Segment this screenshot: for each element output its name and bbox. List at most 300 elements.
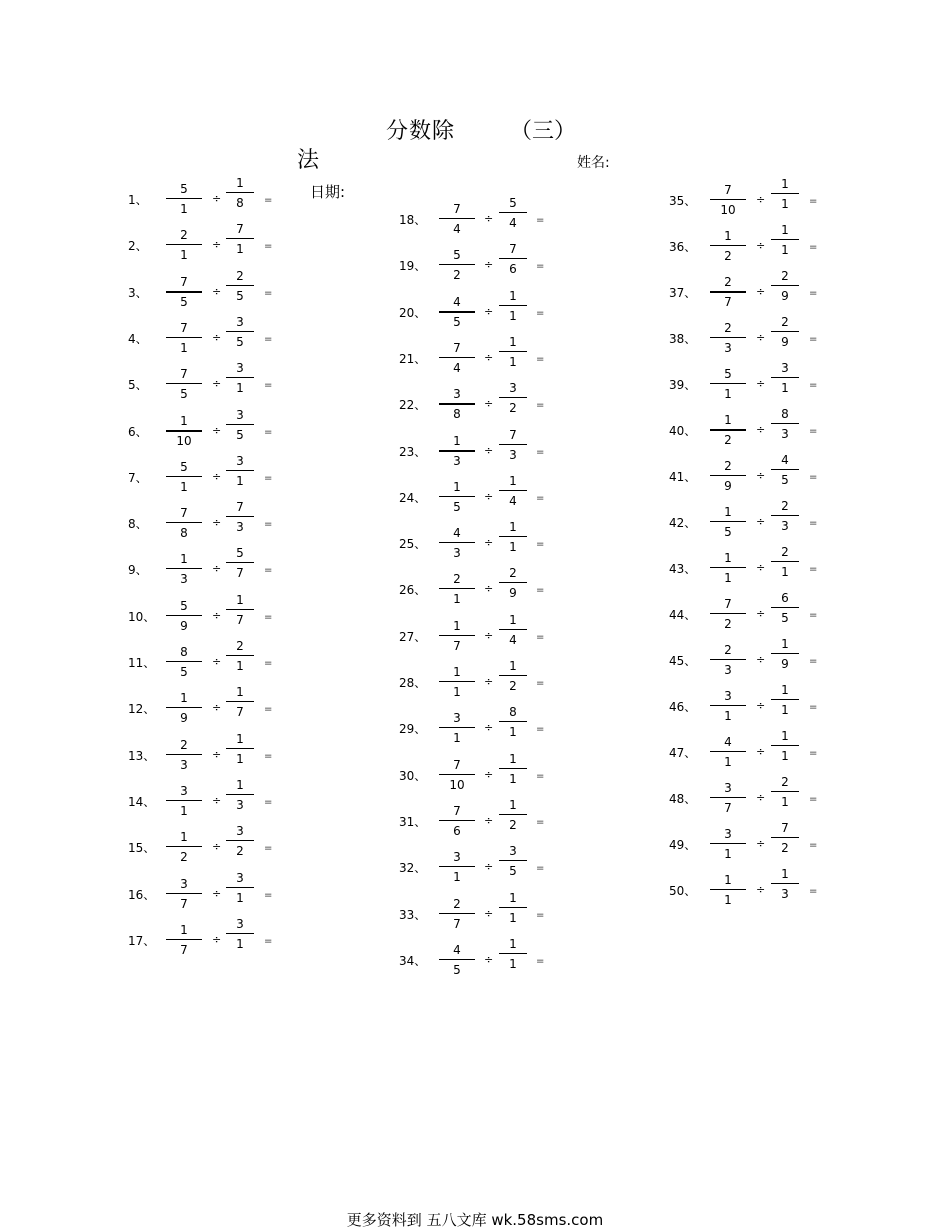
numerator: 6 bbox=[781, 591, 789, 605]
numerator: 7 bbox=[453, 758, 461, 772]
fraction-bar bbox=[499, 629, 527, 630]
divide-sign: ÷ bbox=[212, 331, 222, 344]
fraction-bar bbox=[771, 423, 799, 424]
numerator: 1 bbox=[724, 505, 732, 519]
denominator: 3 bbox=[236, 798, 244, 812]
divide-sign: ÷ bbox=[484, 397, 494, 410]
problem-number: 5、 bbox=[128, 378, 148, 392]
denominator: 1 bbox=[781, 565, 789, 579]
problem-number: 14、 bbox=[128, 795, 156, 809]
denominator: 3 bbox=[180, 758, 188, 772]
problem-number: 7、 bbox=[128, 471, 148, 485]
problem-number: 40、 bbox=[669, 424, 697, 438]
divide-sign: ÷ bbox=[756, 331, 766, 344]
fraction-bar bbox=[771, 377, 799, 378]
numerator: 1 bbox=[509, 937, 517, 951]
equals-sign: = bbox=[264, 612, 273, 623]
problem-number: 27、 bbox=[399, 630, 427, 644]
divide-sign: ÷ bbox=[212, 285, 222, 298]
denominator: 1 bbox=[509, 309, 517, 323]
equals-sign: = bbox=[809, 564, 818, 575]
denominator: 9 bbox=[781, 289, 789, 303]
denominator: 1 bbox=[781, 197, 789, 211]
denominator: 4 bbox=[509, 216, 517, 230]
divide-sign: ÷ bbox=[484, 444, 494, 457]
divide-sign: ÷ bbox=[484, 305, 494, 318]
divide-sign: ÷ bbox=[212, 562, 222, 575]
denominator: 1 bbox=[236, 891, 244, 905]
numerator: 7 bbox=[180, 275, 188, 289]
denominator: 1 bbox=[180, 341, 188, 355]
divide-sign: ÷ bbox=[756, 423, 766, 436]
problem-number: 22、 bbox=[399, 398, 427, 412]
divide-sign: ÷ bbox=[212, 701, 222, 714]
equals-sign: = bbox=[264, 890, 273, 901]
equals-sign: = bbox=[536, 585, 545, 596]
equals-sign: = bbox=[264, 704, 273, 715]
problem-number: 44、 bbox=[669, 608, 697, 622]
fraction-bar bbox=[439, 635, 475, 636]
fraction-bar bbox=[226, 933, 254, 934]
problem-number: 43、 bbox=[669, 562, 697, 576]
numerator: 5 bbox=[180, 599, 188, 613]
equals-sign: = bbox=[264, 473, 273, 484]
fraction-bar bbox=[771, 837, 799, 838]
problem-number: 25、 bbox=[399, 537, 427, 551]
equals-sign: = bbox=[264, 936, 273, 947]
numerator: 1 bbox=[724, 413, 732, 427]
divide-sign: ÷ bbox=[756, 791, 766, 804]
problem-number: 21、 bbox=[399, 352, 427, 366]
divide-sign: ÷ bbox=[212, 933, 222, 946]
denominator: 1 bbox=[236, 474, 244, 488]
numerator: 2 bbox=[724, 275, 732, 289]
fraction-bar bbox=[771, 791, 799, 792]
problem-number: 47、 bbox=[669, 746, 697, 760]
numerator: 7 bbox=[724, 597, 732, 611]
problem-number: 8、 bbox=[128, 517, 148, 531]
denominator: 3 bbox=[781, 887, 789, 901]
denominator: 1 bbox=[781, 749, 789, 763]
fraction-bar bbox=[710, 797, 746, 798]
problem-number: 23、 bbox=[399, 445, 427, 459]
fraction-bar bbox=[166, 430, 202, 432]
divide-sign: ÷ bbox=[212, 377, 222, 390]
numerator: 2 bbox=[781, 269, 789, 283]
numerator: 1 bbox=[180, 414, 188, 428]
numerator: 2 bbox=[453, 897, 461, 911]
equals-sign: = bbox=[536, 724, 545, 735]
divide-sign: ÷ bbox=[484, 212, 494, 225]
divide-sign: ÷ bbox=[212, 516, 222, 529]
divide-sign: ÷ bbox=[484, 629, 494, 642]
numerator: 5 bbox=[724, 367, 732, 381]
fraction-bar bbox=[166, 522, 202, 523]
numerator: 1 bbox=[509, 659, 517, 673]
equals-sign: = bbox=[809, 610, 818, 621]
fraction-bar bbox=[771, 239, 799, 240]
denominator: 1 bbox=[509, 957, 517, 971]
fraction-bar bbox=[166, 893, 202, 894]
fraction-bar bbox=[439, 681, 475, 682]
problem-number: 41、 bbox=[669, 470, 697, 484]
numerator: 7 bbox=[724, 183, 732, 197]
fraction-bar bbox=[710, 843, 746, 844]
numerator: 1 bbox=[236, 732, 244, 746]
problem-number: 48、 bbox=[669, 792, 697, 806]
fraction-bar bbox=[499, 536, 527, 537]
numerator: 1 bbox=[509, 335, 517, 349]
problem-number: 12、 bbox=[128, 702, 156, 716]
fraction-bar bbox=[710, 521, 746, 522]
problem-number: 28、 bbox=[399, 676, 427, 690]
denominator: 3 bbox=[453, 546, 461, 560]
numerator: 1 bbox=[724, 873, 732, 887]
denominator: 2 bbox=[724, 433, 732, 447]
divide-sign: ÷ bbox=[484, 675, 494, 688]
equals-sign: = bbox=[809, 196, 818, 207]
numerator: 1 bbox=[509, 520, 517, 534]
equals-sign: = bbox=[264, 288, 273, 299]
divide-sign: ÷ bbox=[484, 860, 494, 873]
numerator: 8 bbox=[180, 645, 188, 659]
numerator: 2 bbox=[724, 321, 732, 335]
denominator: 8 bbox=[180, 526, 188, 540]
problem-number: 10、 bbox=[128, 610, 156, 624]
denominator: 3 bbox=[781, 427, 789, 441]
numerator: 1 bbox=[781, 729, 789, 743]
fraction-bar bbox=[499, 351, 527, 352]
numerator: 1 bbox=[509, 613, 517, 627]
equals-sign: = bbox=[536, 493, 545, 504]
divide-sign: ÷ bbox=[756, 239, 766, 252]
denominator: 2 bbox=[724, 249, 732, 263]
denominator: 1 bbox=[236, 381, 244, 395]
denominator: 1 bbox=[509, 355, 517, 369]
fraction-bar bbox=[166, 754, 202, 755]
divide-sign: ÷ bbox=[212, 887, 222, 900]
numerator: 3 bbox=[236, 871, 244, 885]
fraction-bar bbox=[226, 655, 254, 656]
denominator: 1 bbox=[453, 870, 461, 884]
divide-sign: ÷ bbox=[212, 192, 222, 205]
denominator: 5 bbox=[453, 500, 461, 514]
denominator: 1 bbox=[453, 592, 461, 606]
fraction-bar bbox=[771, 469, 799, 470]
fraction-bar bbox=[771, 745, 799, 746]
numerator: 3 bbox=[509, 844, 517, 858]
numerator: 7 bbox=[781, 821, 789, 835]
problem-number: 19、 bbox=[399, 259, 427, 273]
problem-number: 20、 bbox=[399, 306, 427, 320]
problem-number: 32、 bbox=[399, 861, 427, 875]
denominator: 2 bbox=[509, 818, 517, 832]
denominator: 1 bbox=[509, 772, 517, 786]
denominator: 7 bbox=[236, 613, 244, 627]
denominator: 5 bbox=[781, 611, 789, 625]
fraction-bar bbox=[710, 613, 746, 614]
fraction-bar bbox=[226, 609, 254, 610]
numerator: 2 bbox=[509, 566, 517, 580]
fraction-bar bbox=[439, 311, 475, 313]
fraction-bar bbox=[439, 820, 475, 821]
divide-sign: ÷ bbox=[756, 561, 766, 574]
denominator: 9 bbox=[781, 657, 789, 671]
fraction-bar bbox=[499, 907, 527, 908]
denominator: 2 bbox=[509, 679, 517, 693]
numerator: 1 bbox=[453, 619, 461, 633]
denominator: 10 bbox=[449, 778, 465, 792]
problem-number: 4、 bbox=[128, 332, 148, 346]
numerator: 7 bbox=[509, 428, 517, 442]
divide-sign: ÷ bbox=[756, 699, 766, 712]
denominator: 3 bbox=[781, 519, 789, 533]
equals-sign: = bbox=[536, 539, 545, 550]
equals-sign: = bbox=[809, 242, 818, 253]
numerator: 3 bbox=[453, 850, 461, 864]
numerator: 3 bbox=[781, 361, 789, 375]
equals-sign: = bbox=[264, 241, 273, 252]
equals-sign: = bbox=[536, 817, 545, 828]
divide-sign: ÷ bbox=[756, 883, 766, 896]
fraction-bar bbox=[499, 212, 527, 213]
divide-sign: ÷ bbox=[212, 655, 222, 668]
problem-number: 26、 bbox=[399, 583, 427, 597]
fraction-bar bbox=[226, 424, 254, 425]
equals-sign: = bbox=[536, 863, 545, 874]
problem-number: 46、 bbox=[669, 700, 697, 714]
numerator: 2 bbox=[781, 775, 789, 789]
numerator: 4 bbox=[781, 453, 789, 467]
equals-sign: = bbox=[264, 658, 273, 669]
numerator: 3 bbox=[453, 711, 461, 725]
equals-sign: = bbox=[809, 794, 818, 805]
footer-text: 更多资料到 五八文库 wk.58sms.com bbox=[346, 1211, 604, 1229]
divide-sign: ÷ bbox=[756, 377, 766, 390]
equals-sign: = bbox=[809, 426, 818, 437]
numerator: 4 bbox=[453, 943, 461, 957]
numerator: 1 bbox=[509, 474, 517, 488]
denominator: 6 bbox=[509, 262, 517, 276]
equals-sign: = bbox=[809, 380, 818, 391]
fraction-bar bbox=[166, 198, 202, 199]
fraction-bar bbox=[771, 285, 799, 286]
fraction-bar bbox=[499, 953, 527, 954]
numerator: 1 bbox=[236, 685, 244, 699]
numerator: 7 bbox=[509, 242, 517, 256]
problem-number: 34、 bbox=[399, 954, 427, 968]
fraction-bar bbox=[710, 429, 746, 431]
fraction-bar bbox=[439, 218, 475, 219]
page-title-part: （三） bbox=[510, 119, 577, 144]
divide-sign: ÷ bbox=[484, 258, 494, 271]
denominator: 4 bbox=[509, 494, 517, 508]
fraction-bar bbox=[710, 337, 746, 338]
fraction-bar bbox=[771, 883, 799, 884]
numerator: 1 bbox=[453, 665, 461, 679]
equals-sign: = bbox=[264, 195, 273, 206]
fraction-bar bbox=[226, 377, 254, 378]
numerator: 1 bbox=[781, 223, 789, 237]
equals-sign: = bbox=[264, 380, 273, 391]
divide-sign: ÷ bbox=[212, 470, 222, 483]
numerator: 1 bbox=[236, 176, 244, 190]
numerator: 1 bbox=[236, 593, 244, 607]
problem-number: 49、 bbox=[669, 838, 697, 852]
fraction-bar bbox=[439, 450, 475, 452]
numerator: 5 bbox=[236, 546, 244, 560]
fraction-bar bbox=[226, 840, 254, 841]
denominator: 2 bbox=[453, 268, 461, 282]
numerator: 5 bbox=[180, 182, 188, 196]
numerator: 7 bbox=[453, 804, 461, 818]
equals-sign: = bbox=[809, 518, 818, 529]
numerator: 8 bbox=[509, 705, 517, 719]
denominator: 1 bbox=[781, 243, 789, 257]
denominator: 1 bbox=[236, 659, 244, 673]
denominator: 4 bbox=[453, 361, 461, 375]
divide-sign: ÷ bbox=[756, 745, 766, 758]
numerator: 3 bbox=[509, 381, 517, 395]
fraction-bar bbox=[771, 515, 799, 516]
numerator: 3 bbox=[236, 361, 244, 375]
numerator: 1 bbox=[724, 551, 732, 565]
fraction-bar bbox=[499, 490, 527, 491]
page-title-wrap: 法 bbox=[297, 148, 320, 173]
numerator: 1 bbox=[781, 683, 789, 697]
fraction-bar bbox=[226, 794, 254, 795]
numerator: 1 bbox=[724, 229, 732, 243]
denominator: 5 bbox=[180, 665, 188, 679]
numerator: 8 bbox=[781, 407, 789, 421]
numerator: 7 bbox=[453, 341, 461, 355]
fraction-bar bbox=[771, 331, 799, 332]
denominator: 7 bbox=[236, 566, 244, 580]
denominator: 1 bbox=[724, 755, 732, 769]
numerator: 3 bbox=[236, 917, 244, 931]
fraction-bar bbox=[710, 751, 746, 752]
numerator: 5 bbox=[509, 196, 517, 210]
numerator: 1 bbox=[180, 923, 188, 937]
name-label: 姓名: bbox=[577, 155, 610, 171]
fraction-bar bbox=[499, 582, 527, 583]
fraction-bar bbox=[166, 707, 202, 708]
denominator: 9 bbox=[180, 711, 188, 725]
denominator: 2 bbox=[236, 844, 244, 858]
numerator: 2 bbox=[781, 545, 789, 559]
fraction-bar bbox=[771, 653, 799, 654]
fraction-bar bbox=[226, 470, 254, 471]
denominator: 7 bbox=[724, 295, 732, 309]
fraction-bar bbox=[166, 244, 202, 245]
fraction-bar bbox=[439, 496, 475, 497]
fraction-bar bbox=[710, 291, 746, 293]
numerator: 3 bbox=[236, 824, 244, 838]
fraction-bar bbox=[439, 542, 475, 543]
problem-number: 36、 bbox=[669, 240, 697, 254]
problem-number: 9、 bbox=[128, 563, 148, 577]
numerator: 1 bbox=[509, 891, 517, 905]
fraction-bar bbox=[439, 959, 475, 960]
problem-number: 11、 bbox=[128, 656, 156, 670]
equals-sign: = bbox=[809, 886, 818, 897]
denominator: 7 bbox=[236, 705, 244, 719]
denominator: 2 bbox=[509, 401, 517, 415]
denominator: 9 bbox=[781, 335, 789, 349]
numerator: 2 bbox=[453, 572, 461, 586]
fraction-bar bbox=[710, 705, 746, 706]
equals-sign: = bbox=[264, 843, 273, 854]
fraction-bar bbox=[166, 291, 202, 293]
denominator: 5 bbox=[453, 315, 461, 329]
equals-sign: = bbox=[809, 472, 818, 483]
denominator: 1 bbox=[724, 571, 732, 585]
numerator: 2 bbox=[781, 315, 789, 329]
denominator: 5 bbox=[509, 864, 517, 878]
fraction-bar bbox=[771, 561, 799, 562]
denominator: 9 bbox=[509, 586, 517, 600]
fraction-bar bbox=[499, 258, 527, 259]
fraction-bar bbox=[499, 860, 527, 861]
fraction-bar bbox=[226, 748, 254, 749]
equals-sign: = bbox=[536, 354, 545, 365]
numerator: 1 bbox=[180, 691, 188, 705]
fraction-bar bbox=[710, 889, 746, 890]
numerator: 3 bbox=[453, 387, 461, 401]
fraction-bar bbox=[166, 337, 202, 338]
numerator: 7 bbox=[180, 506, 188, 520]
denominator: 7 bbox=[453, 917, 461, 931]
divide-sign: ÷ bbox=[484, 768, 494, 781]
problem-number: 24、 bbox=[399, 491, 427, 505]
denominator: 3 bbox=[509, 448, 517, 462]
denominator: 3 bbox=[453, 454, 461, 468]
denominator: 3 bbox=[180, 572, 188, 586]
equals-sign: = bbox=[536, 400, 545, 411]
denominator: 1 bbox=[781, 795, 789, 809]
divide-sign: ÷ bbox=[212, 609, 222, 622]
denominator: 3 bbox=[724, 663, 732, 677]
numerator: 7 bbox=[180, 321, 188, 335]
problem-number: 29、 bbox=[399, 722, 427, 736]
denominator: 6 bbox=[453, 824, 461, 838]
equals-sign: = bbox=[536, 215, 545, 226]
problem-number: 15、 bbox=[128, 841, 156, 855]
numerator: 4 bbox=[724, 735, 732, 749]
fraction-bar bbox=[710, 383, 746, 384]
fraction-bar bbox=[439, 264, 475, 265]
denominator: 1 bbox=[180, 202, 188, 216]
fraction-bar bbox=[771, 193, 799, 194]
numerator: 3 bbox=[236, 408, 244, 422]
equals-sign: = bbox=[809, 656, 818, 667]
fraction-bar bbox=[499, 444, 527, 445]
denominator: 5 bbox=[724, 525, 732, 539]
divide-sign: ÷ bbox=[212, 840, 222, 853]
numerator: 7 bbox=[236, 222, 244, 236]
fraction-bar bbox=[439, 727, 475, 728]
divide-sign: ÷ bbox=[484, 582, 494, 595]
denominator: 1 bbox=[180, 480, 188, 494]
fraction-bar bbox=[226, 516, 254, 517]
numerator: 4 bbox=[453, 295, 461, 309]
divide-sign: ÷ bbox=[756, 515, 766, 528]
denominator: 7 bbox=[453, 639, 461, 653]
fraction-bar bbox=[166, 615, 202, 616]
divide-sign: ÷ bbox=[484, 351, 494, 364]
denominator: 2 bbox=[180, 850, 188, 864]
fraction-bar bbox=[166, 568, 202, 569]
